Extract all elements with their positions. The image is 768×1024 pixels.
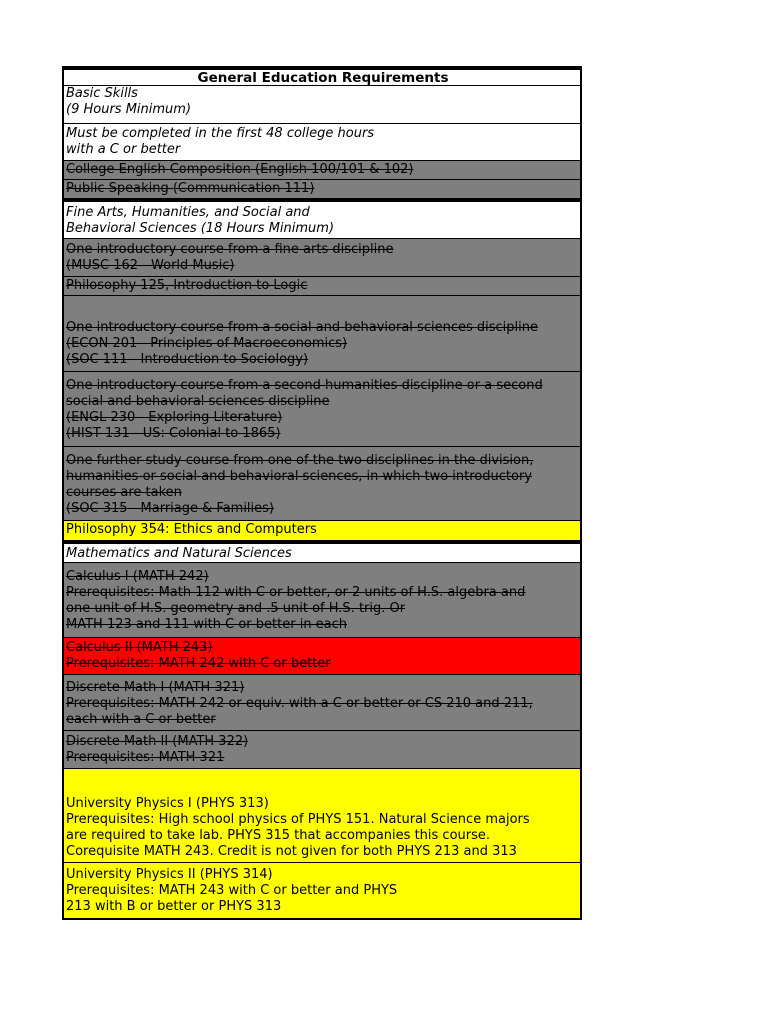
row-line: University Physics II (PHYS 314) (66, 867, 273, 882)
row-line: (SOC 111 - Introduction to Sociology) (66, 352, 309, 367)
row-line: with a C or better (66, 142, 181, 157)
row-line: Behavioral Sciences (18 Hours Minimum) (66, 221, 335, 236)
course-row (62, 675, 582, 731)
row-line: Prerequisites: MATH 242 or equiv. with a C or better or CS 210 and 211, (66, 696, 533, 711)
course-row (62, 239, 582, 277)
row-line: (ECON 201 - Principles of Macroeconomics) (66, 336, 348, 351)
course-row (62, 731, 582, 769)
row-line: 213 with B or better or PHYS 313 (66, 899, 282, 914)
course-row (62, 296, 582, 372)
section-fine-arts (62, 199, 582, 239)
row-line: Prerequisites: Math 112 with C or better, or 2 units of H.S. algebra and (66, 585, 526, 600)
row-line: Prerequisites: High school physics of PHYS 151. Natural Science majors (66, 812, 530, 827)
note-basic-skills (62, 124, 582, 161)
row-line: Prerequisites: MATH 243 with C or better and PHYS (66, 883, 398, 898)
row-line: Philosophy 125, Introduction to Logic (66, 278, 308, 293)
row-line: One introductory course from a social and behavioral sciences discipline (66, 320, 538, 335)
course-row (62, 447, 582, 521)
row-line: each with a C or better (66, 712, 216, 727)
row-line: one unit of H.S. geometry and .5 unit of H.S. trig. Or (66, 601, 406, 616)
row-line: social and behavioral sciences discipline (66, 394, 330, 409)
course-row (62, 180, 582, 199)
section-basic-skills (62, 86, 582, 124)
row-line: Prerequisites: MATH 321 (66, 750, 225, 765)
row-line: (ENGL 230 - Exploring Literature) (66, 410, 283, 425)
row-line: Philosophy 354: Ethics and Computers (66, 522, 317, 537)
row-line: Basic Skills (66, 86, 138, 101)
course-row (62, 277, 582, 296)
row-line: (MUSC 162 - World Music) (66, 258, 235, 273)
course-row (62, 638, 582, 675)
row-line: Public Speaking (Communication 111) (66, 181, 315, 196)
row-line: Fine Arts, Humanities, and Social and (66, 205, 310, 220)
row-line: College English Composition (English 100/101 & 102) (66, 162, 414, 177)
row-line: One introductory course from a second humanities discipline or a second (66, 378, 543, 393)
row-line: (HIST 131 - US: Colonial to 1865) (66, 426, 281, 441)
section-math-science (62, 541, 582, 563)
row-line: Discrete Math II (MATH 322) (66, 734, 249, 749)
row-line: University Physics I (PHYS 313) (66, 796, 269, 811)
row-line: are required to take lab. PHYS 315 that accompanies this course. (66, 828, 491, 843)
row-line: Mathematics and Natural Sciences (66, 546, 292, 561)
row-line: Calculus II (MATH 243) (66, 640, 213, 655)
course-row (62, 863, 582, 920)
row-line: Calculus I (MATH 242) (66, 569, 209, 584)
row-line: (9 Hours Minimum) (66, 102, 192, 117)
row-line: courses are taken (66, 485, 182, 500)
row-line: Prerequisites: MATH 242 with C or better (66, 656, 331, 671)
course-row (62, 521, 582, 541)
sheet-title: General Education Requirements (62, 66, 582, 86)
row-line: Discrete Math I (MATH 321) (66, 680, 245, 695)
row-line: humanities or social and behavioral sciences, in which two introductory (66, 469, 533, 484)
row-line: One introductory course from a fine arts discipline (66, 242, 394, 257)
row-line: Corequisite MATH 243. Credit is not given for both PHYS 213 and 313 (66, 844, 517, 859)
row-line: (SOC 315 - Marriage & Families) (66, 501, 274, 516)
course-row (62, 563, 582, 638)
row-line: MATH 123 and 111 with C or better in each (66, 617, 348, 632)
course-row (62, 161, 582, 180)
course-row (62, 769, 582, 863)
row-line: Must be completed in the first 48 college hours (66, 126, 375, 141)
row-line: One further study course from one of the two disciplines in the division, (66, 453, 534, 468)
requirements-sheet (62, 66, 582, 920)
course-row (62, 372, 582, 447)
